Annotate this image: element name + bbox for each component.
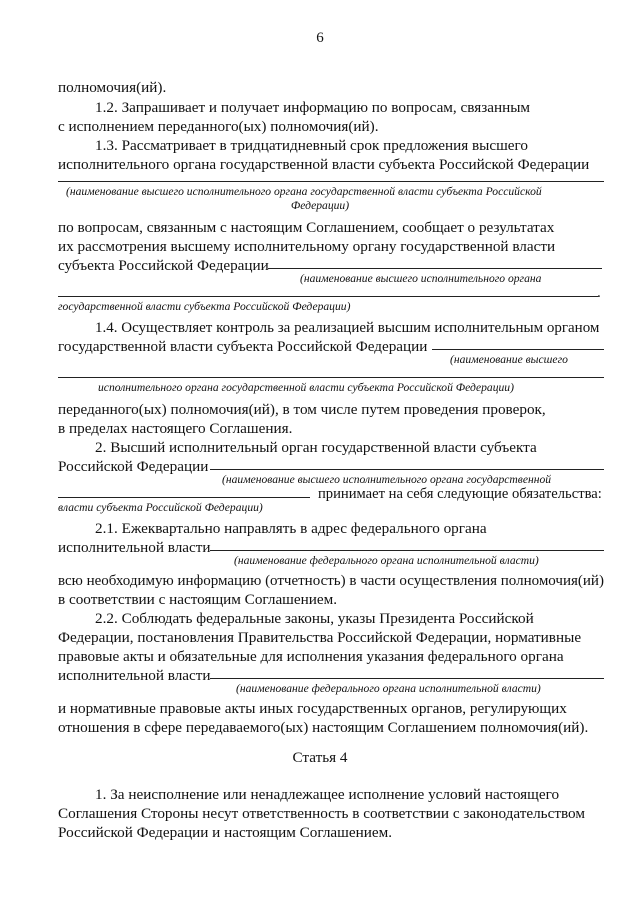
text-line: отношения в сфере передаваемого(ых) настоящим Соглашением полномочия(ий). bbox=[58, 719, 589, 736]
field-caption: (наименование высшего исполнительного органа государственной bbox=[222, 473, 552, 486]
fill-line bbox=[58, 181, 604, 182]
text-line: Российской Федерации bbox=[58, 458, 209, 475]
text-line: всю необходимую информацию (отчетность) в части осуществления полномочия(ий) bbox=[58, 573, 604, 589]
text-line: исполнительной власти bbox=[58, 539, 211, 556]
text-line: Федерации, постановления Правительства Российской Федерации, нормативные bbox=[58, 629, 582, 646]
field-caption: (наименование высшего исполнительного органа государственной власти субъекта Российской bbox=[66, 185, 542, 198]
text-line: 1.2. Запрашивает и получает информацию по вопросам, связанным bbox=[95, 99, 531, 116]
text-line: переданного(ых) полномочия(ий), в том числе путем проведения проверок, bbox=[58, 401, 546, 418]
text-line: принимает на себя следующие обязательства: bbox=[318, 486, 602, 502]
fill-line bbox=[58, 296, 598, 297]
fill-line bbox=[432, 349, 604, 350]
text-line: 1.4. Осуществляет контроль за реализацией высшим исполнительным органом bbox=[95, 320, 600, 336]
text-line: в пределах настоящего Соглашения. bbox=[58, 420, 293, 437]
field-caption: (наименование высшего bbox=[450, 353, 568, 366]
text-line: . bbox=[597, 284, 601, 301]
field-caption: государственной власти субъекта Российской Федерации) bbox=[58, 300, 351, 313]
text-line: 1.3. Рассматривает в тридцатидневный срок предложения высшего bbox=[95, 137, 528, 154]
field-caption: исполнительного органа государственной власти субъекта Российской Федерации) bbox=[98, 381, 514, 394]
fill-line bbox=[268, 268, 602, 269]
fill-line bbox=[210, 550, 604, 551]
text-line: в соответствии с настоящим Соглашением. bbox=[58, 591, 338, 608]
text-line: с исполнением переданного(ых) полномочия(ий). bbox=[58, 118, 379, 135]
field-caption: (наименование федерального органа исполнительной власти) bbox=[236, 682, 541, 695]
text-line: по вопросам, связанным с настоящим Соглашением, сообщает о результатах bbox=[58, 219, 555, 236]
fill-line bbox=[58, 377, 604, 378]
text-line: и нормативные правовые акты иных государственных органов, регулирующих bbox=[58, 700, 567, 717]
text-line: субъекта Российской Федерации bbox=[58, 257, 269, 274]
page-number: 6 bbox=[316, 30, 324, 46]
field-caption: (наименование высшего исполнительного органа bbox=[300, 272, 542, 285]
fill-line bbox=[210, 469, 604, 470]
text-line: 1. За неисполнение или ненадлежащее исполнение условий настоящего bbox=[95, 786, 560, 803]
text-line: правовые акты и обязательные для исполнения указания федерального органа bbox=[58, 648, 564, 665]
fill-line bbox=[210, 678, 604, 679]
fill-line bbox=[58, 497, 310, 498]
text-line: исполнительного органа государственной власти субъекта Российской Федерации bbox=[58, 156, 590, 173]
text-line: их рассмотрения высшему исполнительному органу государственной власти bbox=[58, 238, 556, 255]
text-line: Российской Федерации и настоящим Соглашением. bbox=[58, 824, 392, 841]
text-line: государственной власти субъекта Российской Федерации bbox=[58, 338, 428, 355]
field-caption: Федерации) bbox=[290, 199, 350, 212]
text-line: 2.1. Ежеквартально направлять в адрес федерального органа bbox=[95, 520, 487, 537]
field-caption: власти субъекта Российской Федерации) bbox=[58, 501, 263, 514]
text-line: 2. Высший исполнительный орган государственной власти субъекта bbox=[95, 439, 537, 456]
article-heading: Статья 4 bbox=[292, 749, 348, 766]
field-caption: (наименование федерального органа исполнительной власти) bbox=[234, 554, 539, 567]
text-line: полномочия(ий). bbox=[58, 79, 167, 96]
text-line: 2.2. Соблюдать федеральные законы, указы Президента Российской bbox=[95, 610, 534, 627]
text-line: Соглашения Стороны несут ответственность в соответствии с законодательством bbox=[58, 805, 585, 822]
text-line: исполнительной власти bbox=[58, 667, 211, 684]
